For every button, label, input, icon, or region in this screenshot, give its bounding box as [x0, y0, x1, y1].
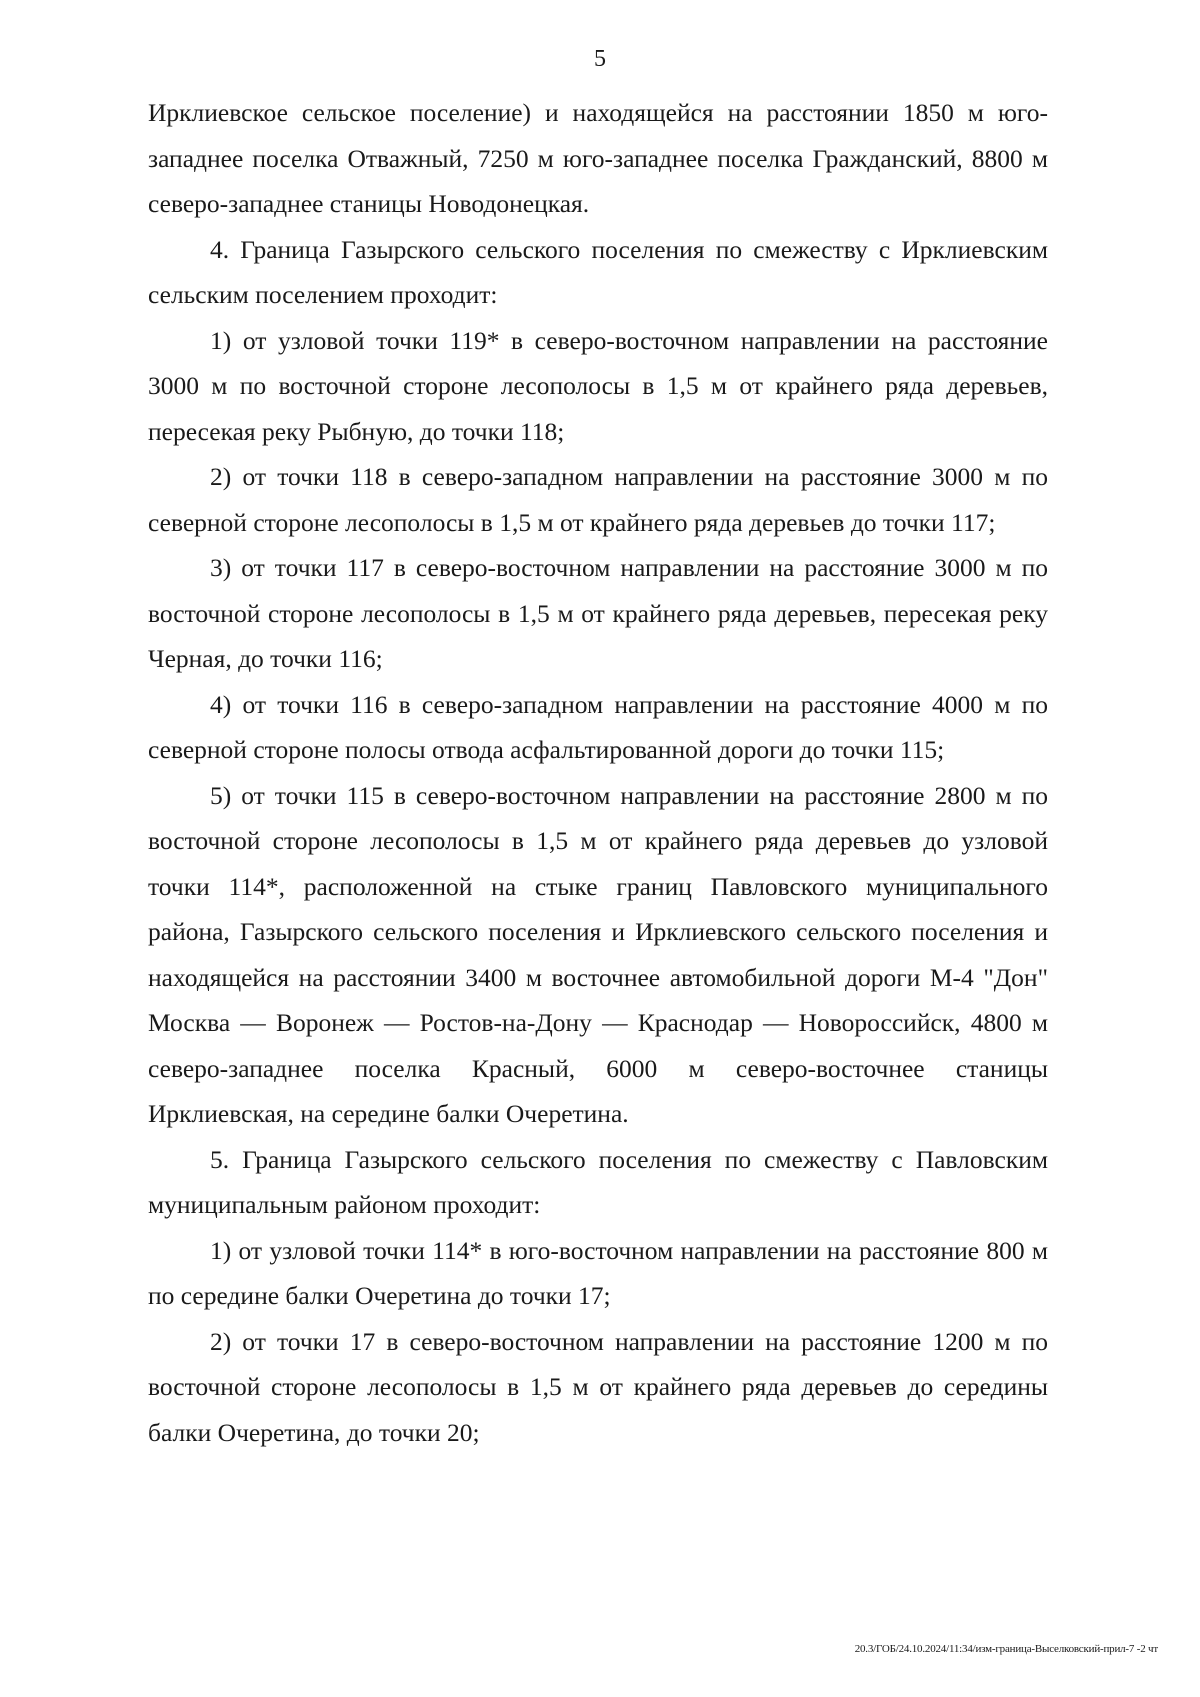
page-number: 5: [594, 46, 606, 72]
paragraph-item-5-1: 1) от узловой точки 114* в юго-восточном направлении на расстояние 800 м по середине балки Очеретина до точки 17;: [148, 1235, 1048, 1310]
paragraph-item-4-4: 4) от точки 116 в северо-западном направлении на расстояние 4000 м по северной стороне полосы отвода асфальтированной дороги до точки 115;: [148, 689, 1048, 764]
paragraph-item-5-2: 2) от точки 17 в северо-восточном направлении на расстояние 1200 м по восточной стороне лесополосы в 1,5 м от крайнего ряда деревьев до середины балки Очеретина, до точки 20;: [148, 1326, 1048, 1447]
document-body: [148, 90, 1048, 1455]
paragraph-item-4-2: 2) от точки 118 в северо-западном направлении на расстояние 3000 м по северной стороне лесополосы в 1,5 м от крайнего ряда деревьев до точки 117;: [148, 462, 1048, 537]
paragraph-continuation: Ирклиевское сельское поселение) и находящейся на расстоянии 1850 м юго-западнее поселка Отважный, 7250 м юго-западнее поселка Гражданский, 8800 м северо-западнее станицы Новодонецкая.: [148, 98, 1048, 218]
paragraph-item-4-1: 1) от узловой точки 119* в северо-восточном направлении на расстояние 3000 м по восточной стороне лесополосы в 1,5 м от крайнего ряда деревьев, пересекая реку Рыбную, до точки 118;: [148, 325, 1048, 446]
paragraph-item-4-3: 3) от точки 117 в северо-восточном направлении на расстояние 3000 м по восточной стороне лесополосы в 1,5 м от крайнего ряда деревьев, пересекая реку Черная, до точки 116;: [148, 553, 1048, 673]
footer-stamp: 20.3/ГОБ/24.10.2024/11:34/изм-граница-Выселковский-прил-7 -2 чт: [854, 1643, 1158, 1655]
paragraph-section-5-heading: 5. Граница Газырского сельского поселения по смежеству с Павловским муниципальным районом проходит:: [148, 1144, 1048, 1219]
paragraph-item-4-5: 5) от точки 115 в северо-восточном направлении на расстояние 2800 м по восточной стороне лесополосы в 1,5 м от крайнего ряда деревьев до узловой точки 114*, расположенной на стыке границ Павловского муниципального района, Газырского сельского поселения и Ирклиевского сельского поселения и находящейся на расстоянии 3400 м восточнее автомобильной дороги М-4 "Дон" Москва — Воронеж — Ростов-на-Дону — Краснодар — Новороссийск, 4800 м северо-западнее поселка Красный, 6000 м северо-восточнее станицы Ирклиевская, на середине балки Очеретина.: [148, 780, 1048, 1128]
paragraph-section-4-heading: 4. Граница Газырского сельского поселения по смежеству с Ирклиевским сельским поселением проходит:: [148, 234, 1048, 309]
